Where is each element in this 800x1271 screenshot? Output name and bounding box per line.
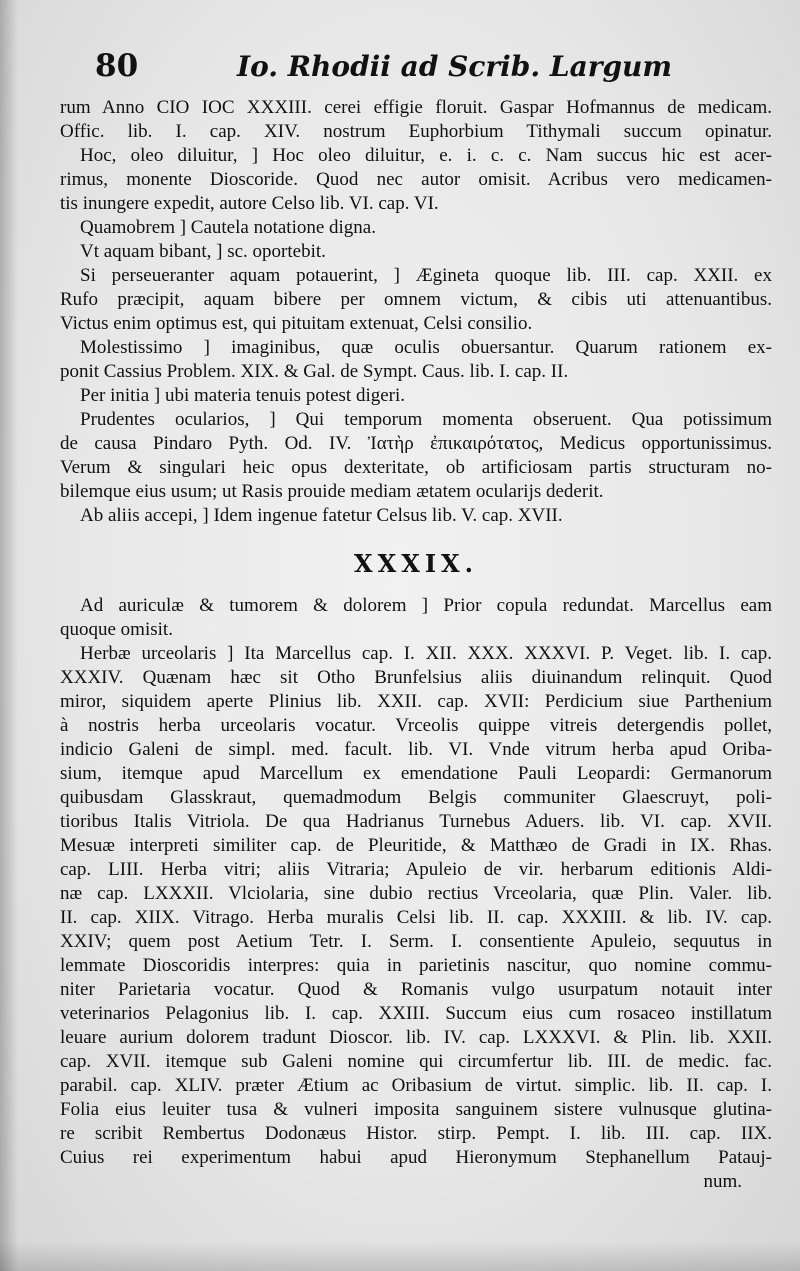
text-line: parabil. cap. XLIV. præter Ætium ac Oribasium de virtut. simplic. lib. II. cap. I.	[60, 1075, 772, 1096]
text-line: Ad auriculæ & tumorem & dolorem ] Prior copula redundat. Marcellus eam	[80, 595, 772, 616]
text-line: tis inungere expedit, autore Celso lib. VI. cap. VI.	[60, 193, 439, 214]
text-line: Hoc, oleo diluitur, ] Hoc oleo diluitur, e. i. c. c. Nam succus hic est acer-	[80, 145, 772, 166]
body-text	[60, 96, 772, 1194]
text-line: XXXIV. Quænam hæc sit Otho Brunfelsius aliis diuinandum relinquit. Quod	[60, 667, 772, 688]
text-line: Mesuæ interpreti similiter cap. de Pleuritide, & Matthæo de Gradi in IX. Rhas.	[60, 835, 772, 856]
text-line: Per initia ] ubi materia tenuis potest digeri.	[80, 385, 406, 406]
text-line: rimus, monente Dioscoride. Quod nec autor omisit. Acribus vero medicamen-	[60, 169, 772, 190]
text-line: niter Parietaria vocatur. Quod & Romanis vulgo usurpatum notauit inter	[60, 979, 772, 1000]
text-line: Molestissimo ] imaginibus, quæ oculis obuersantur. Quarum rationem ex-	[80, 337, 772, 358]
text-line: Rufo præcipit, aquam bibere per omnem victum, & cibis uti attenuantibus.	[60, 289, 772, 310]
text-line: Si perseueranter aquam potauerint, ] Ægineta quoque lib. III. cap. XXII. ex	[80, 265, 772, 286]
text-line: de causa Pindaro Pyth. Od. IV. Ἰατὴρ ἐπικαιρότατος, Medicus opportunissimus.	[60, 433, 772, 454]
page-gutter-shadow	[0, 0, 18, 1271]
text-line: ponit Cassius Problem. XIX. & Gal. de Sympt. Caus. lib. I. cap. II.	[60, 361, 569, 382]
text-line: bilemque eius usum; ut Rasis prouide mediam ætatem ocularijs dederit.	[60, 481, 604, 502]
running-title: Io. Rhodii ad Scrib. Largum	[237, 50, 673, 83]
text-line: Ab aliis accepi, ] Idem ingenue fatetur Celsus lib. V. cap. XVII.	[80, 505, 563, 526]
text-line: Offic. lib. I. cap. XIV. nostrum Euphorbium Tithymali succum opinatur.	[60, 121, 772, 142]
text-line: Vt aquam bibant, ] sc. oportebit.	[80, 241, 326, 262]
text-line: cap. LIII. Herba vitri; aliis Vitraria; Apuleio de vir. herbarum editionis Aldi-	[60, 859, 772, 880]
text-line: indicio Galeni de simpl. med. facult. lib. VI. Vnde vitrum herba apud Oriba-	[60, 739, 772, 760]
page-number: 80	[95, 48, 139, 84]
text-line: XXIV; quem post Aetium Tetr. I. Serm. I. consentiente Apuleio, sequutus in	[60, 931, 772, 952]
text-line: veterinarios Pelagonius lib. I. cap. XXIII. Succum eius cum rosaceo instillatum	[60, 1003, 772, 1024]
text-line: cap. XVII. itemque sub Galeni nomine qui circumfertur lib. III. de medic. fac.	[60, 1051, 772, 1072]
text-line: Victus enim optimus est, qui pituitam extenuat, Celsi consilio.	[60, 313, 533, 334]
text-line: Prudentes ocularios, ] Qui temporum momenta obseruent. Qua potissimum	[80, 409, 772, 430]
text-line: tioribus Italis Vitriola. De qua Hadrianus Turnebus Aduers. lib. VI. cap. XVII.	[60, 811, 772, 832]
catchword: num.	[703, 1171, 742, 1192]
text-line: Folia eius leuiter tusa & vulneri imposita sanguinem sistere vulnusque glutina-	[60, 1099, 772, 1120]
text-line: næ cap. LXXXII. Vlciolaria, sine dubio rectius Vrceolaria, quæ Plin. Valer. lib.	[60, 883, 772, 904]
text-line: lemmate Dioscoridis interpres: quia in parietinis nascitur, quo nomine commu-	[60, 955, 772, 976]
section-heading: XXXIX.	[353, 549, 479, 578]
text-line: re scribit Rembertus Dodonæus Histor. stirp. Pempt. I. lib. III. cap. IIX.	[60, 1123, 772, 1144]
text-line: leuare aurium dolorem tradunt Dioscor. lib. IV. cap. LXXXVI. & Plin. lib. XXII.	[60, 1027, 772, 1048]
text-line: Quamobrem ] Cautela notatione digna.	[80, 217, 376, 238]
text-line: rum Anno CIO IOC XXXIII. cerei effigie floruit. Gaspar Hofmannus de medicam.	[60, 97, 772, 118]
text-line: Verum & singulari heic opus dexteritate, ob artificiosam partis structuram no-	[60, 457, 772, 478]
text-line: II. cap. XIIX. Vitrago. Herba muralis Celsi lib. II. cap. XXXIII. & lib. IV. cap.	[60, 907, 772, 928]
text-line: sium, itemque apud Marcellum ex emendatione Pauli Leopardi: Germanorum	[60, 763, 772, 784]
text-line: à nostris herba urceolaris vocatur. Vrceolis quippe vitreis detergendis pollet,	[60, 715, 772, 736]
text-line: miror, siquidem aperte Plinius lib. XXII. cap. XVII: Perdicium siue Parthenium	[60, 691, 772, 712]
text-line: Cuius rei experimentum habui apud Hieronymum Stephanellum Patauj-	[60, 1147, 772, 1168]
page-bottom-shadow	[0, 1241, 800, 1271]
text-line: quibusdam Glasskraut, quemadmodum Belgis communiter Glaescruyt, poli-	[60, 787, 772, 808]
running-head	[95, 48, 755, 92]
text-line: Herbæ urceolaris ] Ita Marcellus cap. I. XII. XXX. XXXVI. P. Veget. lib. I. cap.	[80, 643, 772, 664]
text-line: quoque omisit.	[60, 619, 173, 640]
